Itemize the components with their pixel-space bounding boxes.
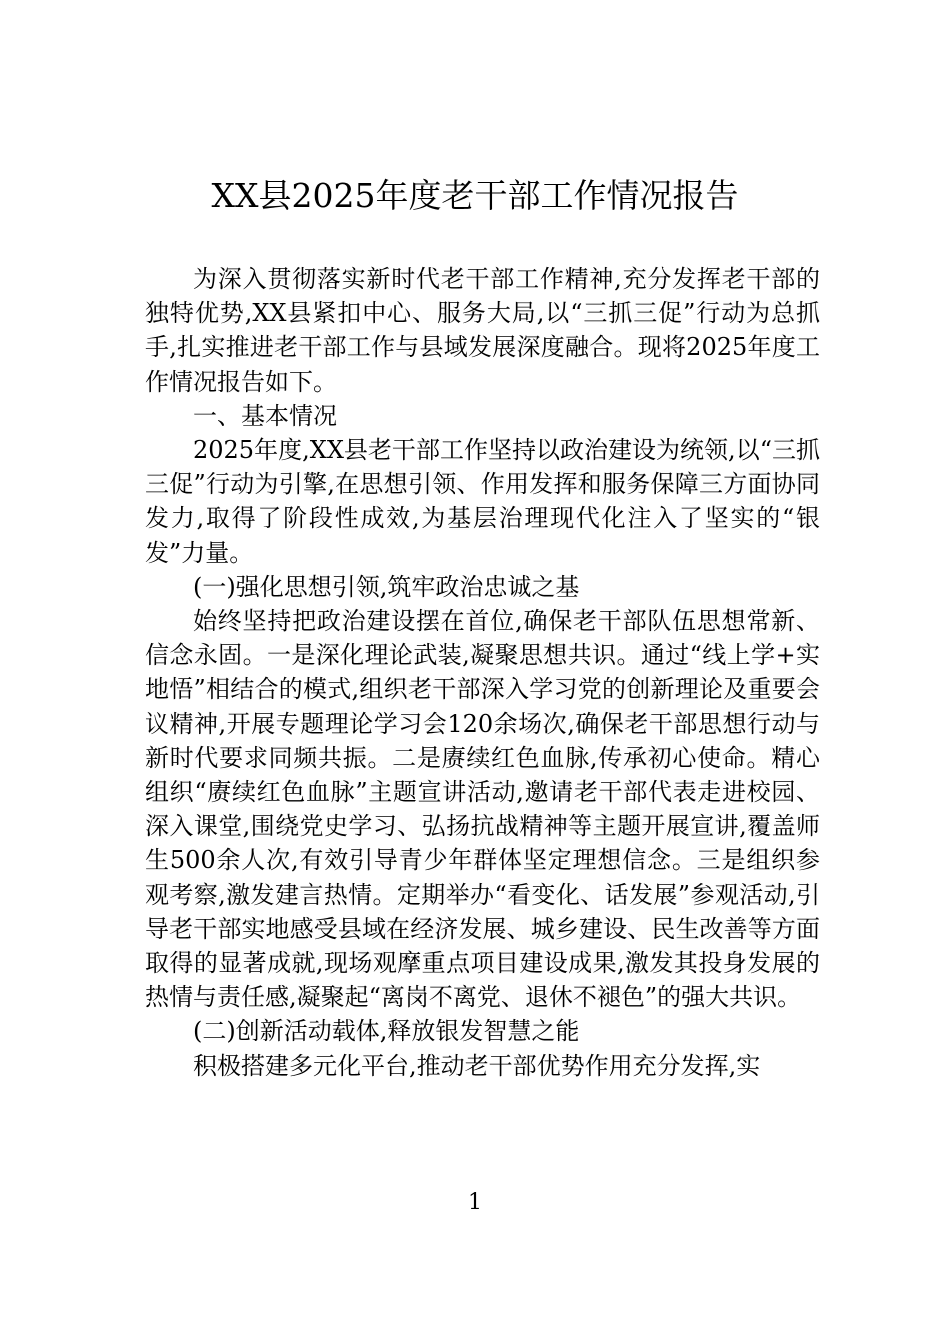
subsection-heading-1: (一)强化思想引领,筑牢政治忠诚之基 <box>193 572 580 601</box>
intro-paragraph: 为深入贯彻落实新时代老干部工作精神,充分发挥老干部的独特优势,XX县紧扣中心、服务大局,以“三抓三促”行动为总抓手,扎实推进老干部工作与县域发展深度融合。现将2025年度工作情况报告如下。 <box>145 265 820 396</box>
subsection-heading-2: (二)创新活动载体,释放银发智慧之能 <box>193 1017 580 1046</box>
subsection-2-paragraph: 积极搭建多元化平台,推动老干部优势作用充分发挥,实 <box>193 1051 761 1080</box>
page-number: 1 <box>468 1190 482 1215</box>
subsection-1-paragraph: 始终坚持把政治建设摆在首位,确保老干部队伍思想常新、信念永固。一是深化理论武装,凝聚思想共识。通过“线上学+实地悟”相结合的模式,组织老干部深入学习党的创新理论及重要会议精神,开展专题理论学习会120余场次,确保老干部思想行动与新时代要求同频共振。二是赓续红色血脉,传承初心使命。精心组织“赓续红色血脉”主题宣讲活动,邀请老干部代表走进校园、深入课堂,围绕党史学习、弘扬抗战精神等主题开展宣讲,覆盖师生500余人次,有效引导青少年群体坚定理想信念。三是组织参观考察,激发建言热情。定期举办“看变化、话发展”参观活动,引导老干部实地感受县域在经济发展、城乡建设、民生改善等方面取得的显著成就,现场观摩重点项目建设成果,激发其投身发展的热情与责任感,凝聚起“离岗不离党、退休不褪色”的强大共识。 <box>145 607 820 1012</box>
basic-situation-paragraph: 2025年度,XX县老干部工作坚持以政治建设为统领,以“三抓三促”行动为引擎,在思想引领、作用发挥和服务保障三方面协同发力,取得了阶段性成效,为基层治理现代化注入了坚实的“银发”力量。 <box>145 436 820 567</box>
document-title: XX县2025年度老干部工作情况报告 <box>211 176 739 215</box>
section-heading-basic: 一、基本情况 <box>193 401 337 430</box>
document-body <box>145 262 820 1083</box>
